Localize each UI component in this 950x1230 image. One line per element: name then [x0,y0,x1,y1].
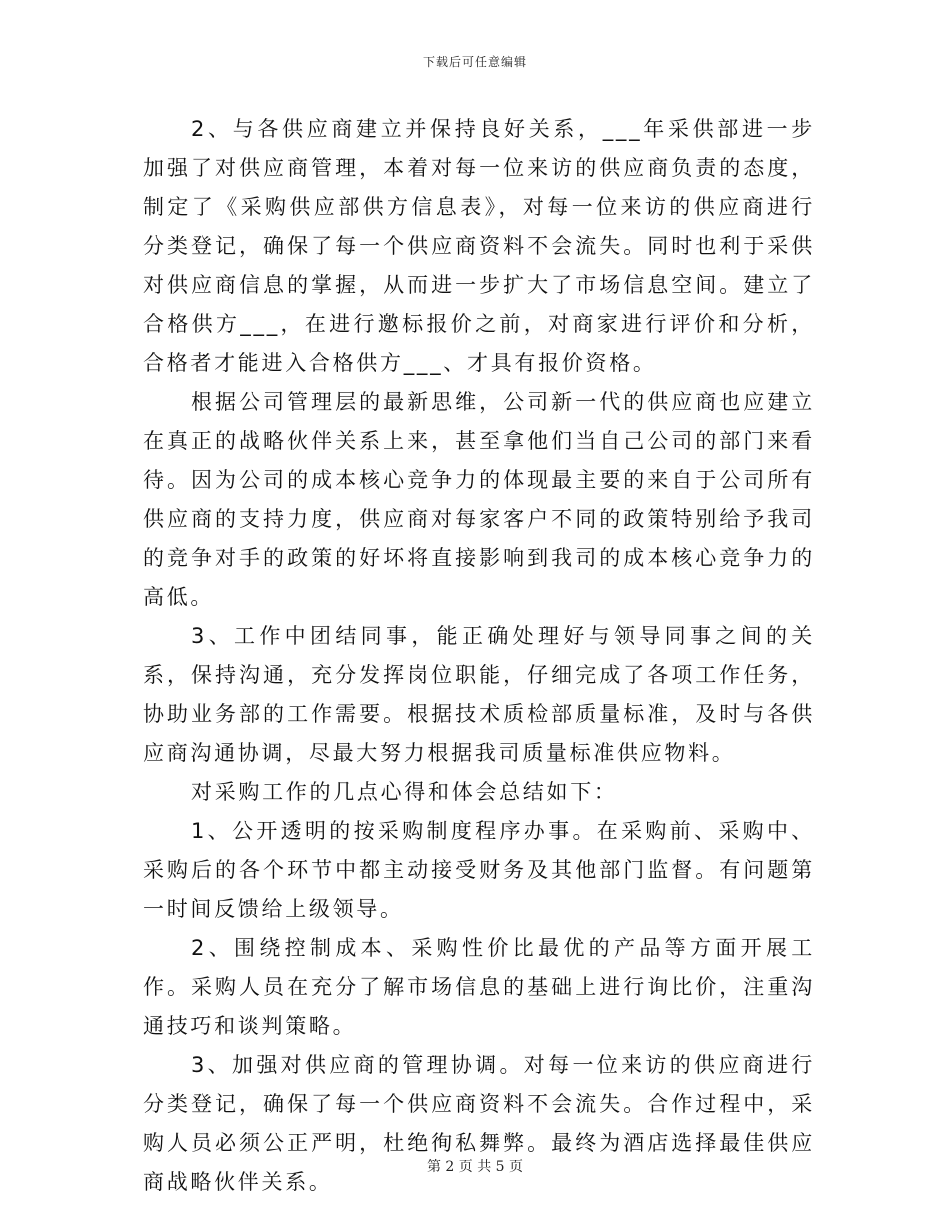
header-note: 下载后可任意编辑 [422,55,527,69]
paragraph-summary-intro: 对采购工作的几点心得和体会总结如下： [191,780,618,804]
paragraph-teamwork: 3、工作中团结同事，能正确处理好与领导同事之间的关系，保持沟通，充分发挥岗位职能，仔细完成了各项工作任务，协助业务部的工作需要。根据技术质检部质量标准，及时与各供应商沟通协调，尽最大努力根据我司质量标准供应物料。 [143,624,815,765]
paragraph-strategic-partnership: 根据公司管理层的最新思维，公司新一代的供应商也应建立在真正的战略伙伴关系上来，甚至拿他们当自己公司的部门来看待。因为公司的成本核心竞争力的体现最主要的来自于公司所有供应商的支持力度，供应商对每家客户不同的政策特别给予我司的竞争对手的政策的好坏将直接影响到我司的成本核心竞争力的高低。 [143,390,815,609]
paragraph-point-3: 3、加强对供应商的管理协调。对每一位来访的供应商进行分类登记，确保了每一个供应商资料不会流失。合作过程中，采购人员必须公正严明，杜绝徇私舞弊。最终为酒店选择最佳供应商战略伙伴关系。 [143,1053,815,1194]
page-indicator: 第 2 页 共 5 页 [426,1159,524,1175]
paragraph-point-2: 2、围绕控制成本、采购性价比最优的产品等方面开展工作。采购人员在充分了解市场信息的基础上进行询比价，注重沟通技巧和谈判策略。 [143,936,815,1038]
document-body [143,110,815,1202]
paragraph-point-1: 1、公开透明的按采购制度程序办事。在采购前、采购中、采购后的各个环节中都主动接受财务及其他部门监督。有问题第一时间反馈给上级领导。 [143,819,815,921]
paragraph-supplier-relations: 2、与各供应商建立并保持良好关系，___年采供部进一步加强了对供应商管理，本着对每一位来访的供应商负责的态度，制定了《采购供应部供方信息表》，对每一位来访的供应商进行分类登记，确保了每一个供应商资料不会流失。同时也利于采供对供应商信息的掌握，从而进一步扩大了市场信息空间。建立了合格供方___，在进行邀标报价之前，对商家进行评价和分析，合格者才能进入合格供方___、才具有报价资格。 [143,117,815,375]
